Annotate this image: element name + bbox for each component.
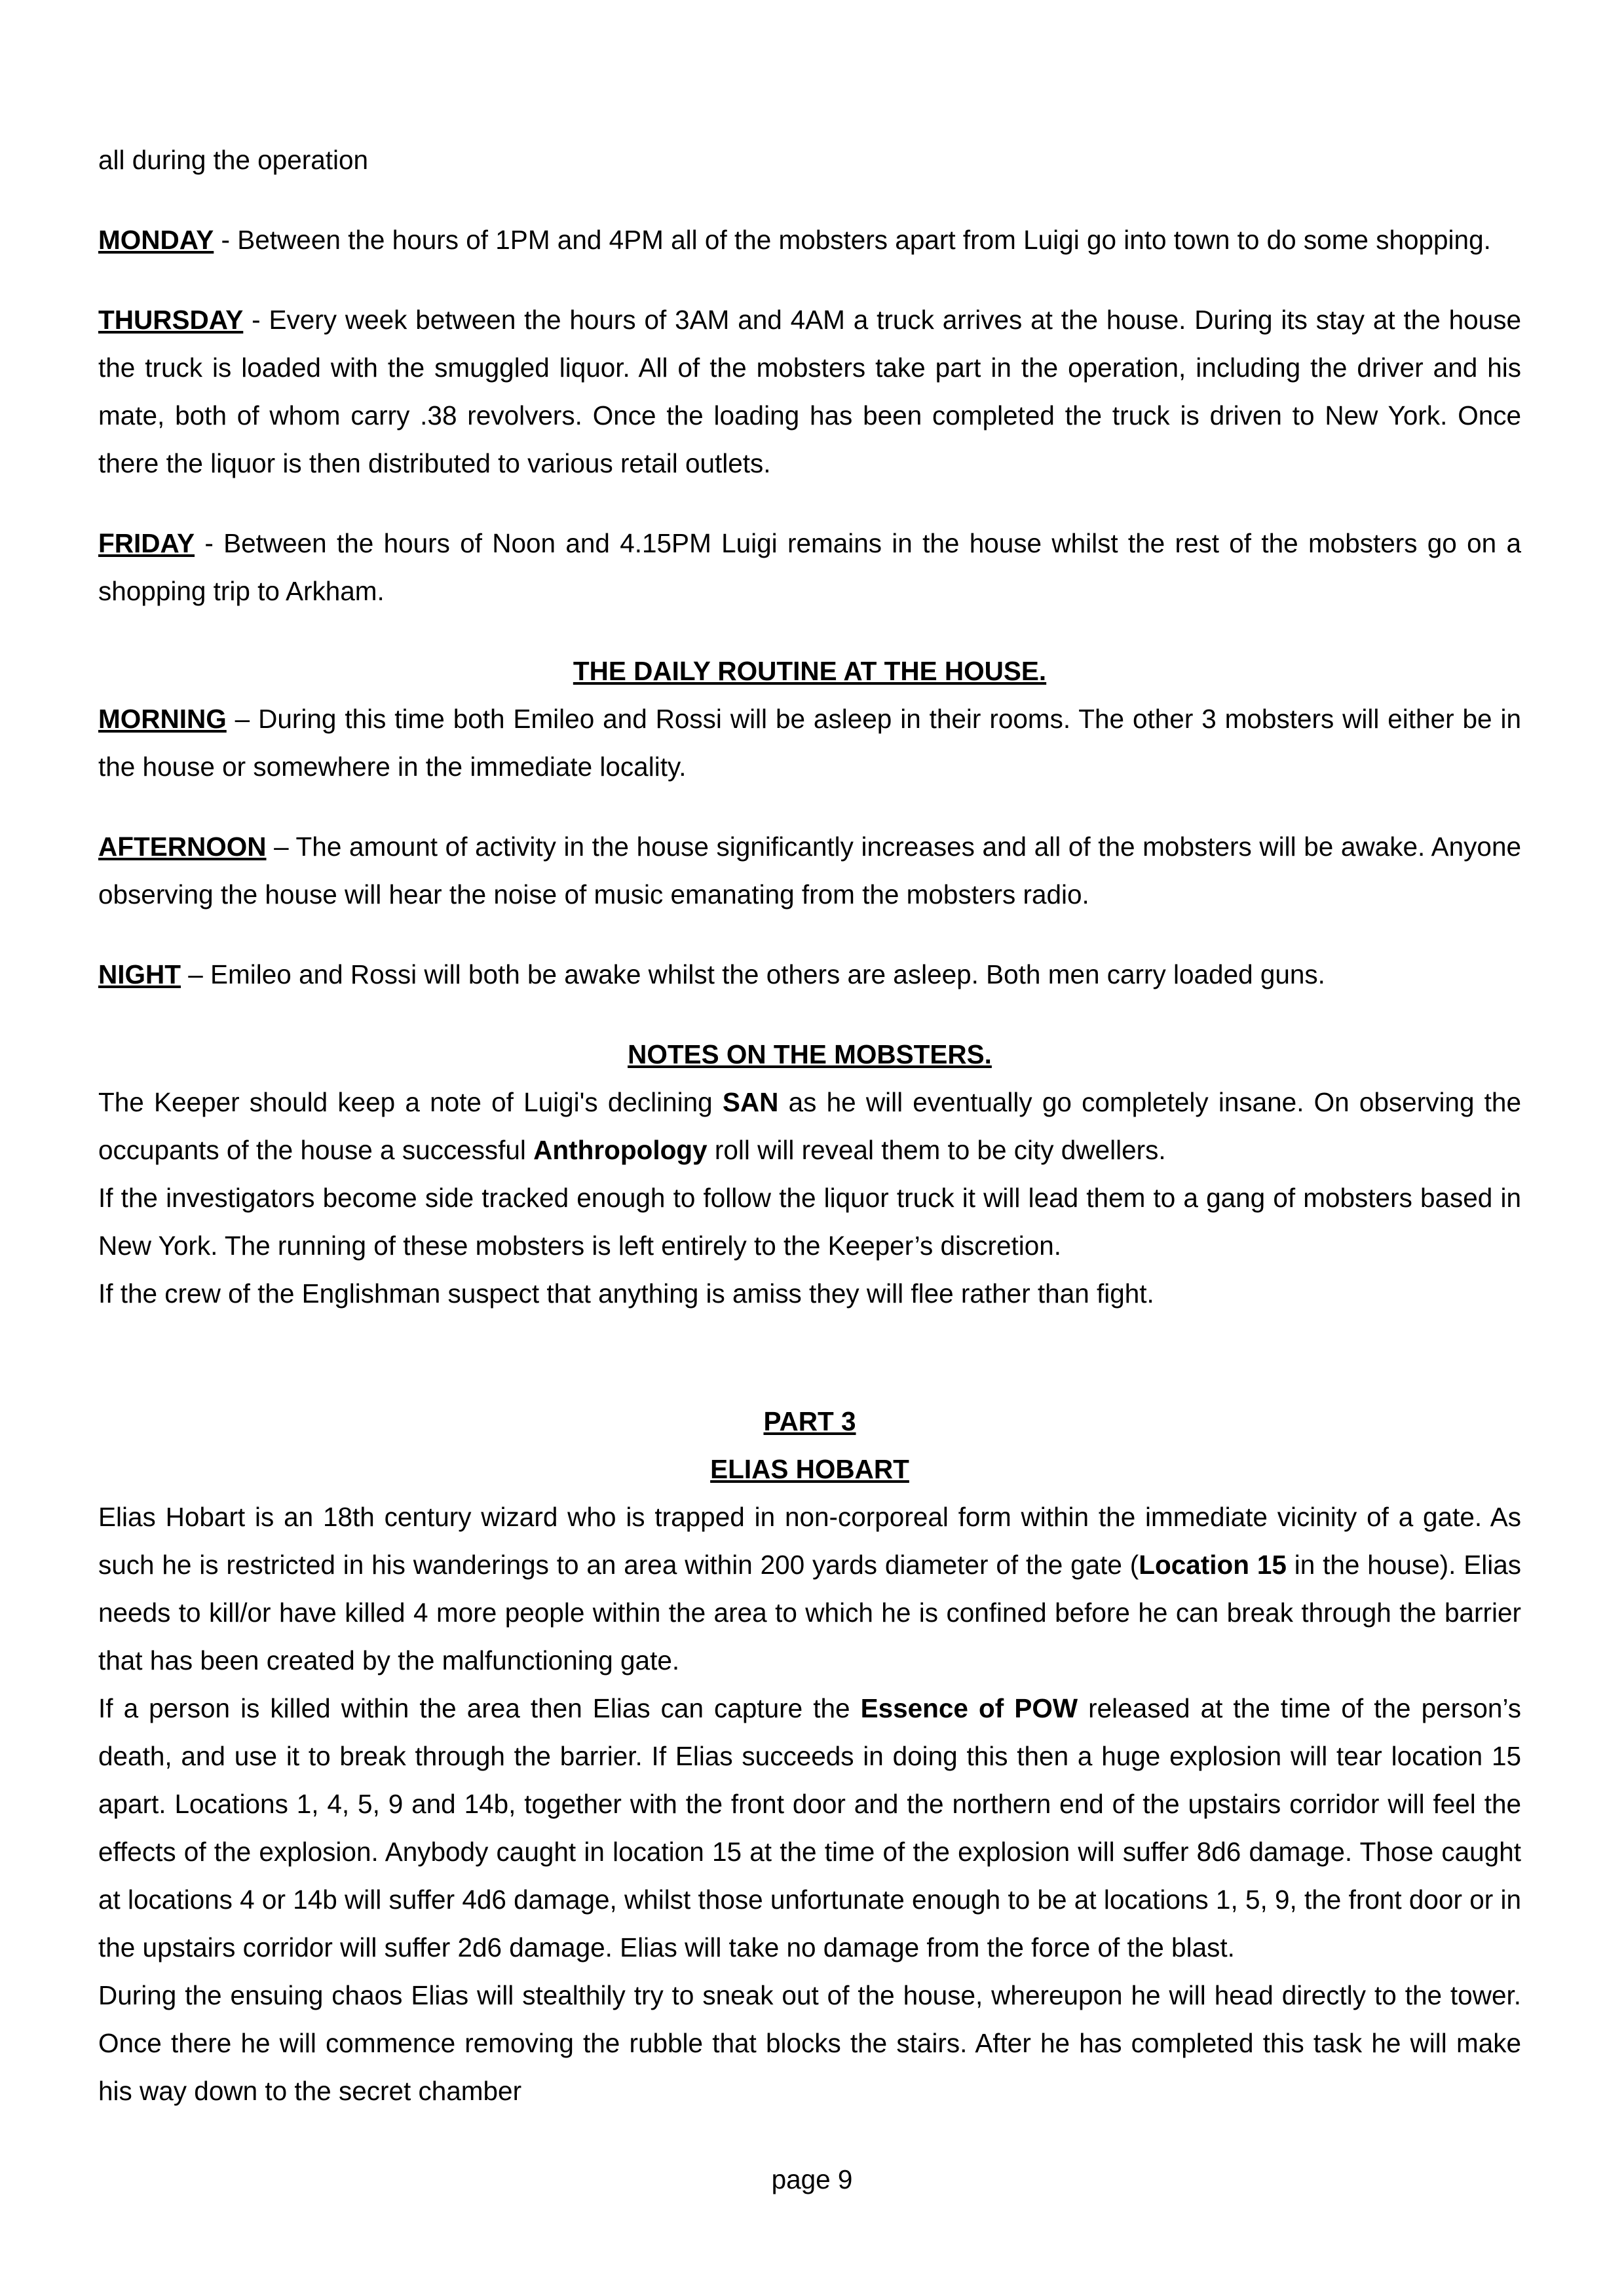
notes-p1-text-d: roll will reveal them to be city dwellers. — [707, 1135, 1166, 1165]
elias-paragraph-3: During the ensuing chaos Elias will stealthily try to sneak out of the house, whereupon he will head directly to the tower. Once there he will commence removing the rubble that blocks the stairs. After he has completed this task he will make his way down to the secret chamber — [98, 1980, 1521, 2106]
morning-text: – During this time both Emileo and Rossi will be asleep in their rooms. The other 3 mobsters will either be in the house or somewhere in the immediate locality. — [98, 704, 1521, 782]
afternoon-paragraph — [98, 823, 1521, 919]
document-body — [98, 136, 1521, 2115]
thursday-label: THURSDAY — [98, 305, 244, 335]
daily-routine-heading: THE DAILY ROUTINE AT THE HOUSE. — [573, 656, 1047, 686]
notes-p1-anthropology: Anthropology — [533, 1135, 708, 1165]
afternoon-label: AFTERNOON — [98, 832, 267, 862]
intro-line: all during the operation — [98, 145, 369, 175]
notes-heading: NOTES ON THE MOBSTERS. — [628, 1039, 992, 1069]
night-text: – Emileo and Rossi will both be awake whilst the others are asleep. Both men carry loaded guns. — [181, 959, 1325, 989]
friday-paragraph — [98, 520, 1521, 615]
elias-p1-location: Location 15 — [1139, 1550, 1287, 1580]
notes-paragraph-1 — [98, 1079, 1521, 1174]
notes-paragraph-2: If the investigators become side tracked enough to follow the liquor truck it will lead them to a gang of mobsters based in New York. The running of these mobsters is left entirely to the Keeper’s discretion. — [98, 1183, 1521, 1261]
section-spacer — [98, 1318, 1521, 1398]
morning-label: MORNING — [98, 704, 227, 734]
thursday-paragraph — [98, 296, 1521, 488]
notes-p1-text-c: as he will eventually go completely insane. On observing the occupants of the house a successful — [98, 1087, 1521, 1165]
elias-hobart-heading: ELIAS HOBART — [710, 1454, 909, 1484]
night-label: NIGHT — [98, 959, 181, 989]
afternoon-text: – The amount of activity in the house significantly increases and all of the mobsters will be awake. Anyone observing the house will hear the noise of music emanating from the mobsters radio. — [98, 832, 1521, 909]
monday-label: MONDAY — [98, 225, 214, 255]
monday-paragraph — [98, 216, 1521, 264]
monday-text: - Between the hours of 1PM and 4PM all of the mobsters apart from Luigi go into town to do some shopping. — [214, 225, 1491, 255]
notes-p1-text-a: The Keeper should keep a note of Luigi's declining — [98, 1087, 723, 1117]
thursday-text: - Every week between the hours of 3AM and 4AM a truck arrives at the house. During its stay at the house the truck is loaded with the smuggled liquor. All of the mobsters take part in the operation, including the driver and his mate, both of whom carry .38 revolvers. Once the loading has been completed the truck is driven to New York. Once there the liquor is then distributed to various retail outlets. — [98, 305, 1521, 478]
friday-label: FRIDAY — [98, 528, 195, 558]
night-paragraph — [98, 951, 1521, 999]
page-number: page 9 — [771, 2164, 853, 2194]
elias-p1-text-a: Elias Hobart is an 18th century wizard who is trapped in non-corporeal form within the immediate vicinity of a gate. As such he is restricted in his wanderings to an area within 200 yards diameter of the gate ( — [98, 1502, 1521, 1580]
notes-p1-san: SAN — [722, 1087, 779, 1117]
elias-p2-essence: Essence of POW — [860, 1693, 1078, 1723]
elias-p1-text-c: in the house). Elias needs to kill/or have killed 4 more people within the area to which he is confined before he can break through the barrier that has been created by the malfunctioning gate. — [98, 1550, 1521, 1675]
friday-text: - Between the hours of Noon and 4.15PM Luigi remains in the house whilst the rest of the mobsters go on a shopping trip to Arkham. — [98, 528, 1521, 606]
elias-p2-text-a: If a person is killed within the area then Elias can capture the — [98, 1693, 861, 1723]
morning-paragraph — [98, 695, 1521, 791]
part3-heading: PART 3 — [763, 1406, 856, 1436]
elias-paragraph-2 — [98, 1685, 1521, 1972]
elias-p2-text-c: released at the time of the person’s death, and use it to break through the barrier. If Elias succeeds in doing this then a huge explosion will tear location 15 apart. Locations 1, 4, 5, 9 and 14b, together with the front door and the northern end of the upstairs corridor will feel the effects of the explosion. Anybody caught in location 15 at the time of the explosion will suffer 8d6 damage. Those caught at locations 4 or 14b will suffer 4d6 damage, whilst those unfortunate enough to be at locations 1, 5, 9, the front door or in the upstairs corridor will suffer 2d6 damage. Elias will take no damage from the force of the blast. — [98, 1693, 1521, 1962]
elias-paragraph-1 — [98, 1493, 1521, 1685]
notes-paragraph-3: If the crew of the Englishman suspect that anything is amiss they will flee rather than fight. — [98, 1278, 1154, 1309]
